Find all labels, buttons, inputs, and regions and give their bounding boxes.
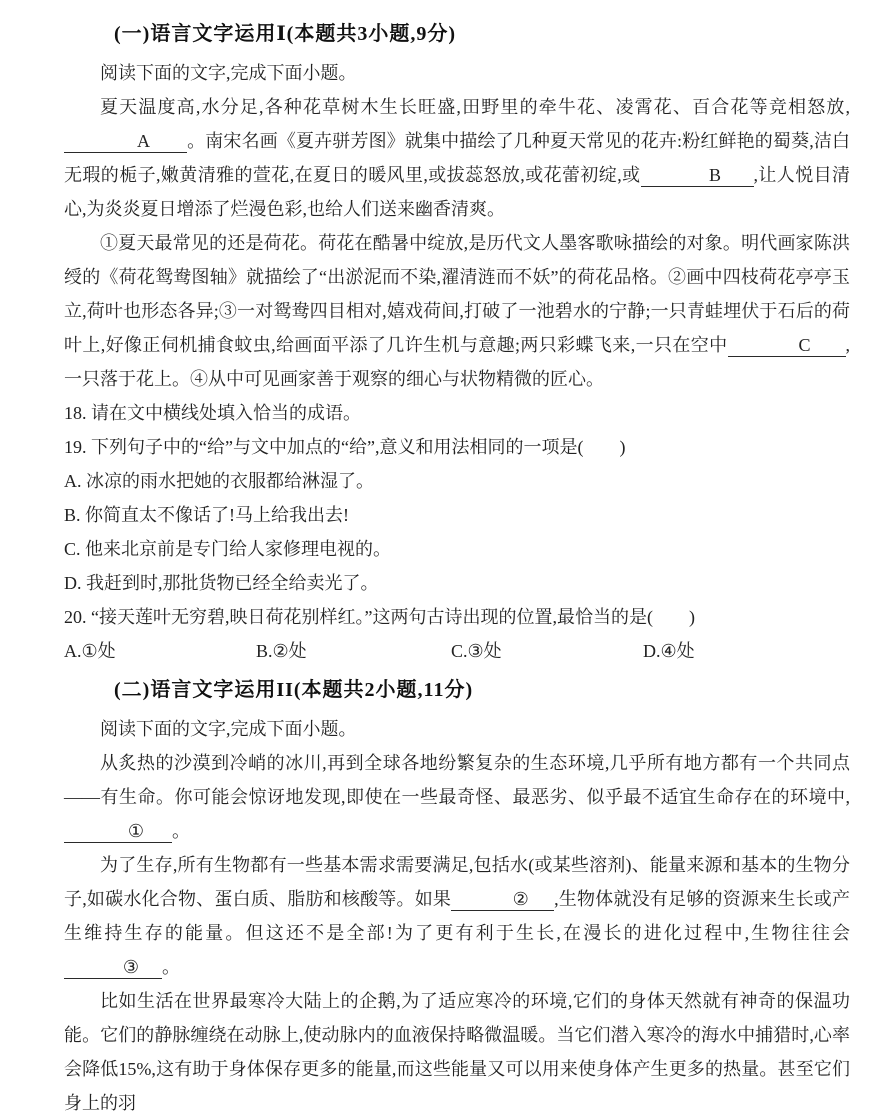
- text-run: 夏天温度高,水分足,各种花草树木生长旺盛,田野里的牵牛花、凌霄花、百合花等竞相怒放,: [100, 97, 850, 117]
- section1-passage-para1: [64, 90, 850, 226]
- fill-blank-A: [64, 130, 187, 153]
- question-18: 18. 请在文中横线处填入恰当的成语。: [64, 403, 361, 423]
- question-20-option-b: B.②处: [256, 641, 307, 661]
- blank-label-C: C: [798, 335, 811, 355]
- question-19-option-d: D. 我赶到时,那批货物已经全给卖光了。: [64, 573, 379, 593]
- fill-blank-1: [64, 820, 172, 843]
- section2-heading: (二)语言文字运用II(本题共2小题,11分): [114, 679, 474, 701]
- text-run: ①夏天最常见的还是荷花。荷花在酷暑中绽放,是历代文人墨客歌咏描绘的对象。明代画家陈洪绶的《荷花鸳鸯图轴》就描绘了“出淤泥而不染,濯清涟而不妖”的荷花品格。②画中四枝荷花亭亭玉立,荷叶也形态各异;③一对鸳鸯四目相对,嬉戏荷间,打破了一池碧水的宁静;一只青蛙埋伏于石后的荷叶上,好像正伺机捕食蚊虫,给画面平添了几许生机与意趣;两只彩蝶飞来,一只在空中: [64, 233, 850, 355]
- question-19-option-b: B. 你简直太不像话了!马上给我出去!: [64, 505, 349, 525]
- question-19-option-a: A. 冰凉的雨水把她的衣服都给淋湿了。: [64, 471, 374, 491]
- blank-label-B: B: [708, 165, 721, 185]
- text-run: ,生物体就没有足够的资源来生长或产生维持生存的能量。但这还不是全部!为了更有利于生长,在漫长的进化过程中,生物往往会: [64, 889, 851, 943]
- blank-label-A: A: [137, 131, 150, 151]
- section2-passage-para2: [64, 848, 850, 984]
- section1-passage-para2: [64, 226, 850, 396]
- question-20-option-c: C.③处: [451, 641, 502, 661]
- text-run: 为了生存,所有生物都有一些基本需求需要满足,包括水(或某些溶剂)、能量来源和基本的生物分子,如碳水化合物、蛋白质、脂肪和核酸等。如果: [64, 855, 850, 909]
- text-run: ,让人悦目清心,为炎炎夏日增添了烂漫色彩,也给人们送来幽香清爽。: [64, 165, 850, 219]
- question-20-option-d: D.④处: [643, 641, 695, 661]
- blank-label-1: ①: [127, 821, 145, 841]
- fill-blank-3: [64, 956, 162, 979]
- section1-heading: (一)语言文字运用Ⅰ(本题共3小题,9分): [114, 23, 456, 45]
- text-run: 。: [162, 957, 180, 977]
- question-19-stem: 19. 下列句子中的“给”与文中加点的“给”,意义和用法相同的一项是( ): [64, 437, 626, 457]
- question-19-option-c: C. 他来北京前是专门给人家修理电视的。: [64, 539, 392, 559]
- section2-passage-para3: 比如生活在世界最寒冷大陆上的企鹅,为了适应寒冷的环境,它们的身体天然就有神奇的保温功能。它们的静脉缠绕在动脉上,使动脉内的血液保持略微温暖。当它们潜入寒冷的海水中捕猎时,心率会降低15%,这有助于身体保存更多的能量,而这些能量又可以用来使身体产生更多的热量。甚至它们身上的羽: [64, 991, 850, 1113]
- text-run: 。南宋名画《夏卉骈芳图》就集中描绘了几种夏天常见的花卉:粉红鲜艳的蜀葵,洁白无瑕的栀子,嫩黄清雅的萱花,在夏日的暖风里,或拔蕊怒放,或花蕾初绽,或: [64, 131, 850, 185]
- section2-intro: 阅读下面的文字,完成下面小题。: [100, 719, 357, 739]
- question-20-stem: 20. “接天莲叶无穷碧,映日荷花别样红。”这两句古诗出现的位置,最恰当的是( ): [64, 607, 695, 627]
- blank-label-2: ②: [512, 889, 529, 909]
- text-run: ,一只落于花上。④从中可见画家善于观察的细心与状物精微的匠心。: [64, 335, 850, 389]
- fill-blank-B: [641, 164, 754, 187]
- section1-intro: 阅读下面的文字,完成下面小题。: [100, 63, 357, 83]
- section2-passage-para1: [64, 746, 850, 848]
- question-20-options-row: [64, 634, 850, 668]
- fill-blank-2: [451, 888, 554, 911]
- question-20-option-a: A.①处: [64, 641, 116, 661]
- text-run: 。: [172, 821, 190, 841]
- text-run: 从炙热的沙漠到冷峭的冰川,再到全球各地纷繁复杂的生态环境,几乎所有地方都有一个共同点——有生命。你可能会惊讶地发现,即使在一些最奇怪、最恶劣、似乎最不适宜生命存在的环境中,: [64, 753, 850, 807]
- blank-label-3: ③: [122, 957, 140, 977]
- fill-blank-C: [728, 334, 846, 357]
